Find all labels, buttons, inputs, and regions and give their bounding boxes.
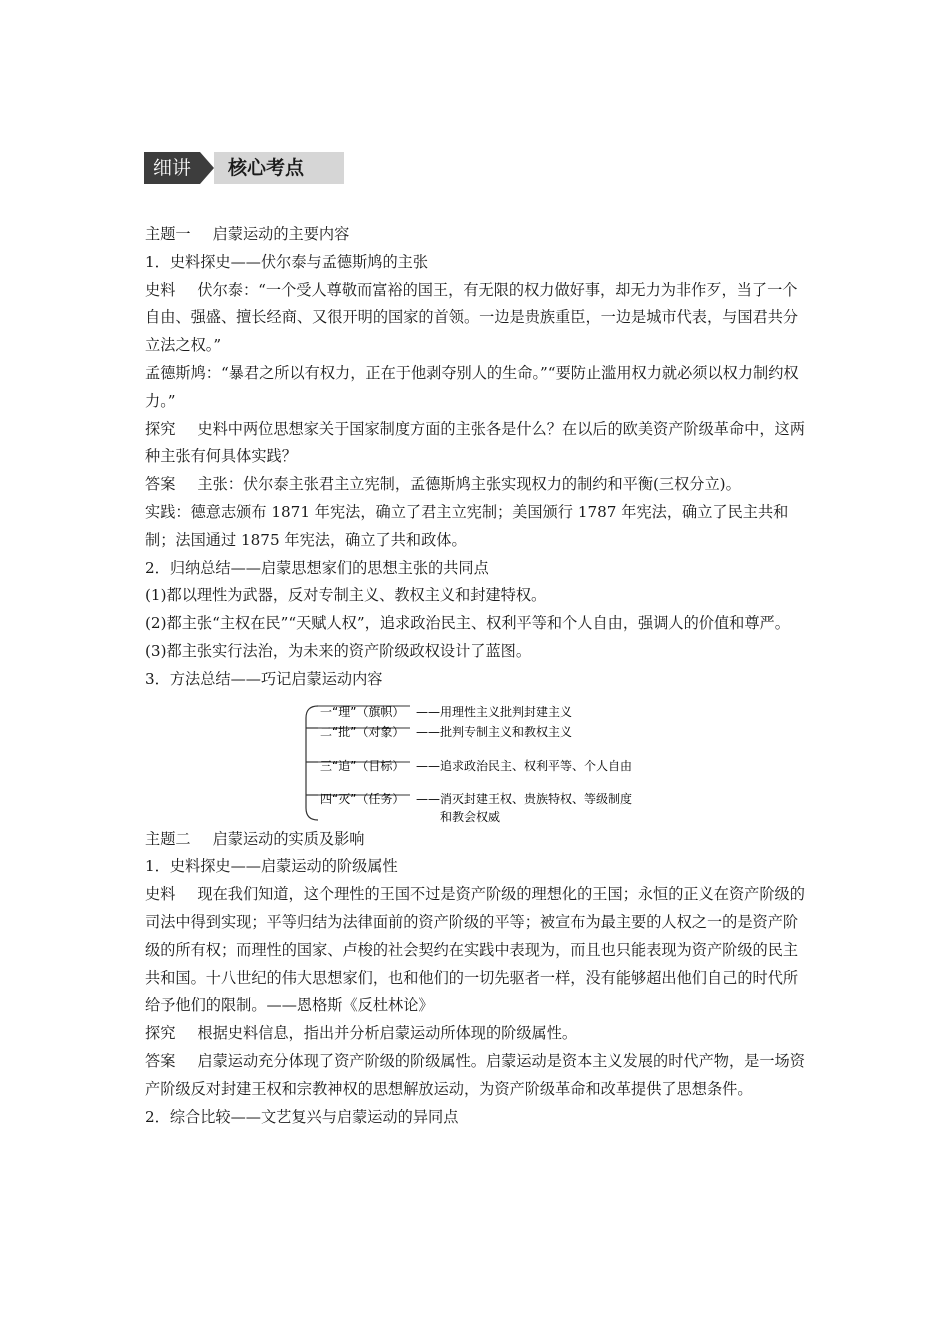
montesquieu-quote: 孟德斯鸠：“暴君之所以有权力，正在于他剥夺别人的生命。”“要防止滥用权力就必须以权力制约权力。”	[145, 363, 799, 410]
diagram-key-2: 二“批”（对象）	[320, 724, 405, 739]
answer-label: 答案	[145, 475, 176, 494]
bracket-line	[306, 706, 318, 820]
diagram-desc-1: ——用理性主义批判封建主义	[416, 704, 573, 719]
diagram-key-4: 四“灭”（任务）	[320, 791, 405, 806]
topic1-section3-title: 3．方法总结——巧记启蒙运动内容	[145, 669, 383, 688]
source-label: 史料	[145, 885, 176, 904]
topic2-heading	[145, 826, 810, 854]
topic1-answer	[145, 471, 810, 499]
inquiry-label: 探究	[145, 1024, 176, 1043]
answer-label: 答案	[145, 1051, 176, 1070]
main-content	[145, 221, 810, 1131]
diagram-desc-3: ——追求政治民主、权利平等、个人自由	[416, 758, 633, 773]
inquiry-label: 探究	[145, 419, 176, 438]
topic1-subtitle: 启蒙运动的主要内容	[212, 225, 350, 243]
topic1-source	[145, 277, 810, 360]
topic2-inquiry	[145, 1020, 810, 1048]
topic1-section1-title: 1．史料探史——伏尔泰与孟德斯鸠的主张	[145, 252, 429, 271]
diagram-key-1: 一“理”（旗帜）	[320, 704, 405, 719]
topic1-inquiry	[145, 416, 810, 472]
source-label: 史料	[145, 280, 176, 299]
diagram-desc-4-cont: 和教会权威	[440, 809, 501, 824]
topic2-section1-title: 1．史料探史——启蒙运动的阶级属性	[145, 857, 398, 876]
inquiry-text: 根据史料信息，指出并分析启蒙运动所体现的阶级属性。	[197, 1024, 578, 1043]
topic2-number: 主题二	[145, 829, 191, 848]
common-point-2: (2)都主张“主权在民”“天赋人权”，追求政治民主、权利平等和个人自由，强调人的价值和尊严。	[145, 614, 790, 633]
topic1-heading	[145, 221, 810, 249]
banner-title: 核心考点	[214, 152, 344, 184]
answer-text: 主张：伏尔泰主张君主立宪制，孟德斯鸠主张实现权力的制约和平衡(三权分立)。	[197, 475, 741, 494]
topic2-section2-title: 2．综合比较——文艺复兴与启蒙运动的异同点	[145, 1107, 459, 1126]
banner-tag: 细讲	[144, 152, 200, 184]
source-text: 伏尔泰：“一个受人尊敬而富裕的国王，有无限的权力做好事，却无力为非作歹，当了一个自由、强盛、擅长经商、又很开明的国家的首领。一边是贵族重臣，一边是城市代表，与国君共分立法之权。”	[145, 280, 799, 355]
topic2-subtitle: 启蒙运动的实质及影响	[212, 829, 365, 848]
topic1-practice: 实践：德意志颁布 1871 年宪法，确立了君主立宪制；美国颁行 1787 年宪法，确立了民主共和制；法国通过 1875 年宪法，确立了共和政体。	[145, 502, 789, 549]
answer-text: 启蒙运动充分体现了资产阶级的阶级属性。启蒙运动是资本主义发展的时代产物，是一场资产阶级反对封建王权和宗教神权的思想解放运动，为资产阶级革命和改革提供了思想条件。	[145, 1051, 805, 1098]
section-banner	[144, 152, 344, 184]
inquiry-text: 史料中两位思想家关于国家制度方面的主张各是什么？在以后的欧美资产阶级革命中，这两种主张有何具体实践？	[145, 419, 805, 466]
source-text: 现在我们知道，这个理性的王国不过是资产阶级的理想化的王国；永恒的正义在资产阶级的司法中得到实现；平等归结为法律面前的资产阶级的平等；被宣布为最主要的人权之一的是资产阶级的所有权；而理性的国家、卢梭的社会契约在实践中表现为，而且也只能表现为资产阶级的民主共和国。十八世纪的伟大思想家们，也和他们的一切先驱者一样，没有能够超出他们自己的时代所给予他们的限制。——恩格斯《反杜林论》	[145, 885, 805, 1015]
topic2-answer	[145, 1048, 810, 1104]
topic1-section2-title: 2．归纳总结——启蒙思想家们的思想主张的共同点	[145, 558, 489, 577]
topic2-source	[145, 881, 810, 1020]
topic1-number: 主题一	[145, 225, 191, 243]
diagram-desc-4: ——消灭封建王权、贵族特权、等级制度	[416, 791, 633, 806]
bracket-diagram	[300, 700, 660, 824]
diagram-desc-2: ——批判专制主义和教权主义	[416, 724, 573, 739]
memory-diagram	[145, 694, 810, 826]
diagram-key-3: 三“追”（目标）	[320, 758, 405, 773]
common-point-1: (1)都以理性为武器，反对专制主义、教权主义和封建特权。	[145, 586, 547, 605]
banner-arrow-icon	[200, 152, 214, 184]
common-point-3: (3)都主张实行法治，为未来的资产阶级政权设计了蓝图。	[145, 641, 532, 660]
